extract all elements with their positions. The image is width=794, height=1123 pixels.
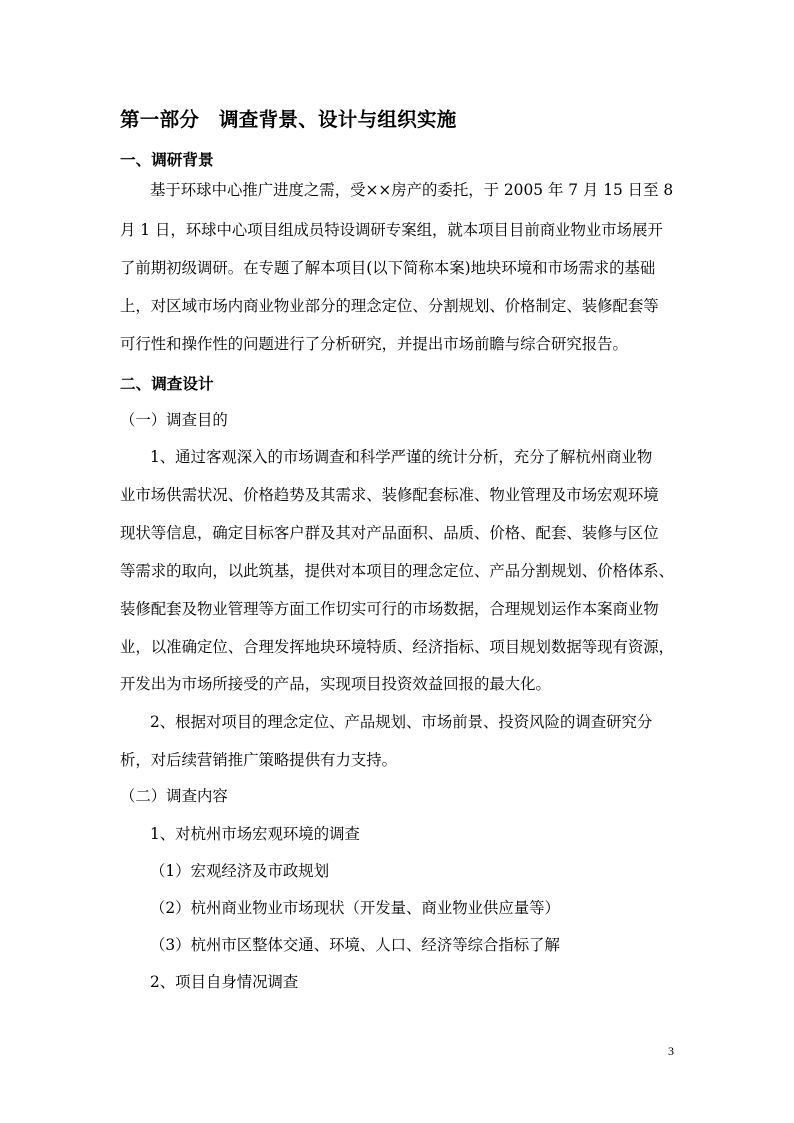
page-title: 第一部分 调查背景、设计与组织实施 [120,108,457,131]
paragraph-line: 基于环球中心推广进度之需，受××房产的委托，于 2005 年 7 月 15 日至 8 [150,181,674,199]
page-number: 3 [668,1044,674,1058]
paragraph-line: 了前期初级调研。在专题了解本项目(以下简称本案)地块环境和市场需求的基础 [120,259,656,277]
paragraph-line: 开发出为市场所接受的产品，实现项目投资效益回报的最大化。 [120,675,551,693]
section-heading-research-background: 一、调研背景 [120,151,214,169]
paragraph-line: 析，对后续营销推广策略提供有力支持。 [120,751,398,769]
list-subitem: （2）杭州商业物业市场现状（开发量、商业物业供应量等） [150,899,560,917]
paragraph-line: 业，以准确定位、合理发挥地块环境特质、经济指标、项目规划数据等现有资源， [120,638,675,656]
paragraph-line: 业市场供需状况、价格趋势及其需求、装修配套标准、物业管理及市场宏观环境 [120,486,659,504]
subsection-heading-survey-purpose: （一）调查目的 [120,411,228,429]
list-subitem: （1）宏观经济及市政规划 [150,862,330,880]
list-item: 2、项目自身情况调查 [150,973,299,991]
paragraph-line: 2、根据对项目的理念定位、产品规划、市场前景、投资风险的调查研究分 [150,713,653,731]
subsection-heading-survey-content: （二）调查内容 [120,787,228,805]
section-heading-survey-design: 二、调查设计 [120,375,214,393]
paragraph-line: 现状等信息，确定目标客户群及其对产品面积、品质、价格、配套、装修与区位 [120,524,659,542]
paragraph-line: 上，对区域市场内商业物业部分的理念定位、分割规划、价格制定、装修配套等 [120,297,659,315]
paragraph-line: 月 1 日，环球中心项目组成员特设调研专案组，就本项目目前商业物业市场展开 [120,221,663,239]
paragraph-line: 可行性和操作性的问题进行了分析研究，并提出市场前瞻与综合研究报告。 [120,335,628,353]
paragraph-line: 等需求的取向，以此筑基，提供对本项目的理念定位、产品分割规划、价格体系、 [120,562,675,580]
list-subitem: （3）杭州市区整体交通、环境、人口、经济等综合指标了解 [150,936,560,954]
paragraph-line: 1、通过客观深入的市场调查和科学严谨的统计分析，充分了解杭州商业物 [150,448,653,466]
list-item: 1、对杭州市场宏观环境的调查 [150,825,360,843]
paragraph-line: 装修配套及物业管理等方面工作切实可行的市场数据，合理规划运作本案商业物 [120,600,659,618]
